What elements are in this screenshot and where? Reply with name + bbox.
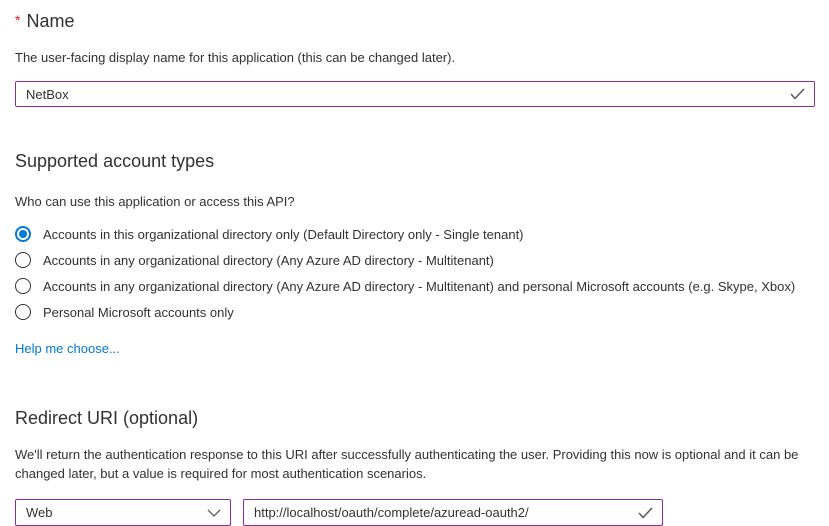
chevron-down-icon <box>207 509 221 517</box>
radio-option-multitenant-personal[interactable] <box>15 273 815 299</box>
name-title-text: Name <box>26 11 75 31</box>
radio-option-multitenant[interactable] <box>15 247 815 273</box>
radio-button-icon[interactable] <box>15 278 31 294</box>
platform-select-value: Web <box>26 505 53 520</box>
name-section-title <box>15 9 815 33</box>
radio-option-label: Accounts in this organizational directory only (Default Directory only - Single tenant) <box>43 226 524 242</box>
radio-option-label: Accounts in any organizational directory (Any Azure AD directory - Multitenant) <box>43 252 494 268</box>
checkmark-icon <box>790 88 805 100</box>
name-input[interactable] <box>16 82 814 106</box>
radio-button-icon[interactable] <box>15 304 31 320</box>
radio-option-label: Accounts in any organizational directory (Any Azure AD directory - Multitenant) and personal Microsoft accounts (e.g. Skype, Xbox) <box>43 278 796 294</box>
radio-option-single-tenant[interactable] <box>15 221 815 247</box>
required-marker: * <box>15 12 21 28</box>
redirect-uri-title: Redirect URI (optional) <box>15 408 199 428</box>
redirect-uri-row <box>15 499 815 526</box>
account-types-radio-group <box>15 221 815 325</box>
account-types-question: Who can use this application or access this API? <box>15 194 295 209</box>
redirect-uri-description: We'll return the authentication response to this URI after successfully authenticating the user. Providing this now is optional and it can be changed later, but a value is required for most authentication scenarios. <box>15 447 799 481</box>
account-types-title: Supported account types <box>15 151 215 171</box>
name-input-container <box>15 81 815 107</box>
radio-option-personal-only[interactable] <box>15 299 815 325</box>
checkmark-icon <box>638 507 653 519</box>
radio-button-icon[interactable] <box>15 226 31 242</box>
redirect-uri-input[interactable] <box>244 500 662 525</box>
name-description: The user-facing display name for this application (this can be changed later). <box>15 50 456 65</box>
radio-option-label: Personal Microsoft accounts only <box>43 304 234 320</box>
help-me-choose-link[interactable]: Help me choose... <box>15 341 120 356</box>
redirect-uri-input-container <box>243 499 663 526</box>
radio-button-icon[interactable] <box>15 252 31 268</box>
platform-select[interactable] <box>15 499 231 526</box>
